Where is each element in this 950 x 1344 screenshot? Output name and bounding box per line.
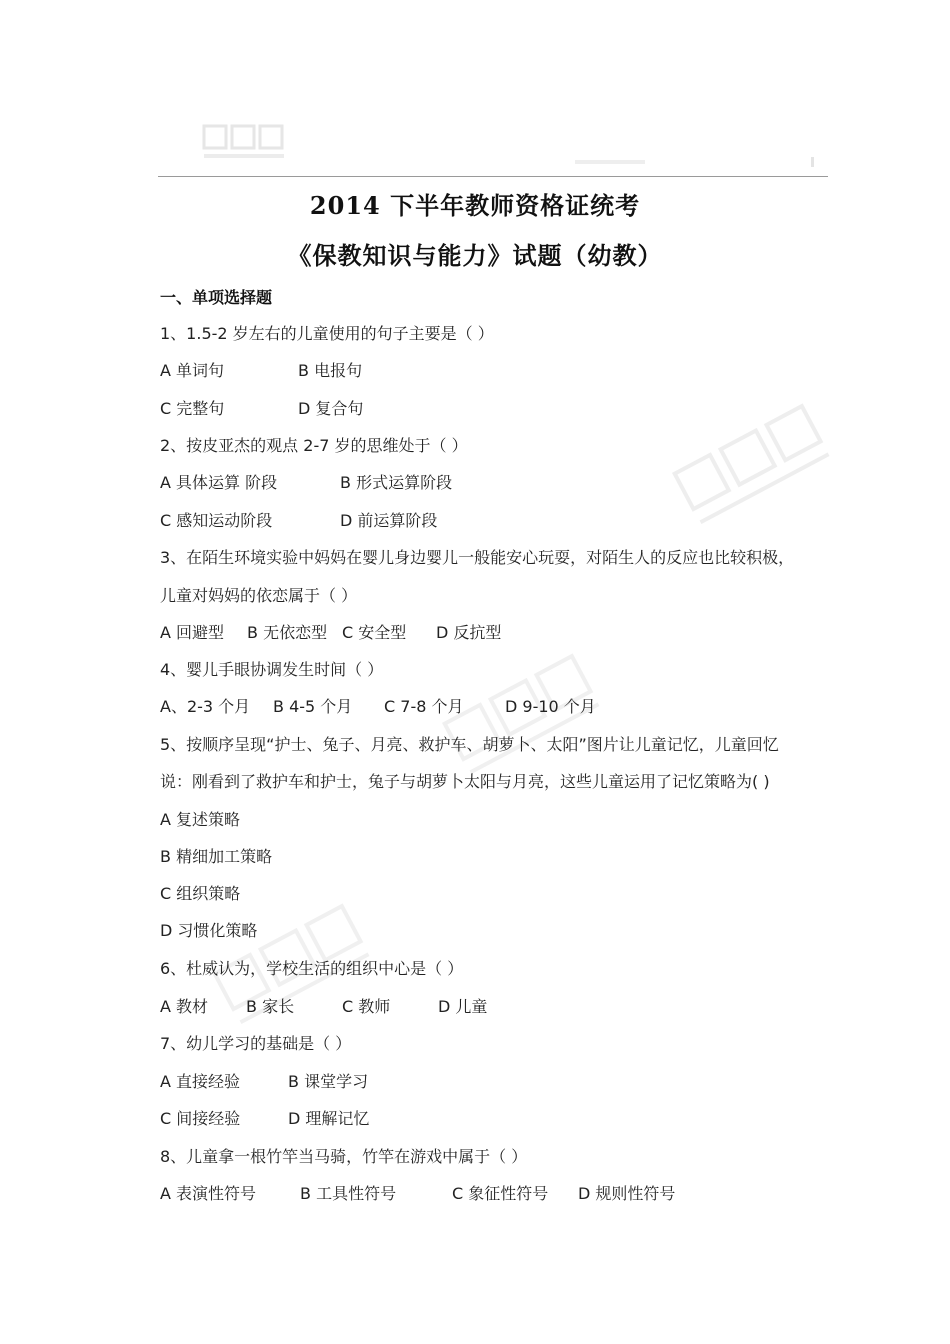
q1-option-a: A 单词句 bbox=[160, 361, 225, 380]
q3-option-d: D 反抗型 bbox=[436, 623, 502, 642]
q1-option-b: B 电报句 bbox=[298, 361, 363, 380]
q5-option-c: C 组织策略 bbox=[160, 884, 241, 903]
section-heading: 一、单项选择题 bbox=[160, 288, 273, 307]
question-6-stem: 6、杜威认为，学校生活的组织中心是（ ） bbox=[160, 959, 464, 978]
q2-option-c: C 感知运动阶段 bbox=[160, 511, 273, 530]
q7-option-d: D 理解记忆 bbox=[288, 1109, 370, 1128]
q8-option-d: D 规则性符号 bbox=[578, 1184, 676, 1203]
question-5-stem-line2: 说：刚看到了救护车和护士，兔子与胡萝卜太阳与月亮，这些儿童运用了记忆策略为( ) bbox=[160, 772, 770, 791]
header-faint-marks bbox=[575, 155, 825, 169]
q7-option-b: B 课堂学习 bbox=[288, 1072, 369, 1091]
watermark-diagonal-1 bbox=[660, 390, 850, 540]
q4-option-b: B 4-5 个月 bbox=[273, 697, 353, 716]
question-3-stem-line1: 3、在陌生环境实验中妈妈在婴儿身边婴儿一般能安心玩耍，对陌生人的反应也比较积极， bbox=[160, 548, 795, 567]
question-1-stem: 1、1.5-2 岁左右的儿童使用的句子主要是（ ） bbox=[160, 324, 494, 343]
q8-option-c: C 象征性符号 bbox=[452, 1184, 549, 1203]
q5-option-a: A 复述策略 bbox=[160, 810, 241, 829]
q6-option-d: D 儿童 bbox=[438, 997, 488, 1016]
q2-option-b: B 形式运算阶段 bbox=[340, 473, 453, 492]
q5-option-b: B 精细加工策略 bbox=[160, 847, 273, 866]
question-8-stem: 8、儿童拿一根竹竿当马骑，竹竿在游戏中属于（ ） bbox=[160, 1147, 528, 1166]
document-title-line2: 《保教知识与能力》试题（幼教） bbox=[287, 241, 663, 270]
q6-option-c: C 教师 bbox=[342, 997, 391, 1016]
q7-option-c: C 间接经验 bbox=[160, 1109, 241, 1128]
q6-option-b: B 家长 bbox=[246, 997, 295, 1016]
question-2-stem: 2、按皮亚杰的观点 2-7 岁的思维处于（ ） bbox=[160, 436, 468, 455]
q1-option-c: C 完整句 bbox=[160, 399, 225, 418]
q7-option-a: A 直接经验 bbox=[160, 1072, 241, 1091]
q2-option-d: D 前运算阶段 bbox=[340, 511, 438, 530]
question-5-stem-line1: 5、按顺序呈现“护士、兔子、月亮、救护车、胡萝卜、太阳”图片让儿童记忆，儿童回忆 bbox=[160, 735, 779, 754]
document-title-line1: 2014 下半年教师资格证统考 bbox=[309, 191, 641, 220]
q4-option-c: C 7-8 个月 bbox=[384, 697, 464, 716]
q6-option-a: A 教材 bbox=[160, 997, 209, 1016]
q1-option-d: D 复合句 bbox=[298, 399, 364, 418]
question-7-stem: 7、幼儿学习的基础是（ ） bbox=[160, 1034, 352, 1053]
q2-option-a: A 具体运算 阶段 bbox=[160, 473, 278, 492]
q8-option-b: B 工具性符号 bbox=[300, 1184, 397, 1203]
q3-option-b: B 无依恋型 bbox=[247, 623, 328, 642]
header-divider bbox=[158, 176, 828, 177]
q3-option-a: A 回避型 bbox=[160, 623, 225, 642]
header-watermark-logo bbox=[200, 120, 310, 165]
q3-option-c: C 安全型 bbox=[342, 623, 407, 642]
question-3-stem-line2: 儿童对妈妈的依恋属于（ ） bbox=[160, 586, 358, 605]
q4-option-a: A、2-3 个月 bbox=[160, 697, 251, 716]
q8-option-a: A 表演性符号 bbox=[160, 1184, 257, 1203]
question-4-stem: 4、婴儿手眼协调发生时间（ ） bbox=[160, 660, 384, 679]
q4-option-d: D 9-10 个月 bbox=[505, 697, 596, 716]
q5-option-d: D 习惯化策略 bbox=[160, 921, 258, 940]
